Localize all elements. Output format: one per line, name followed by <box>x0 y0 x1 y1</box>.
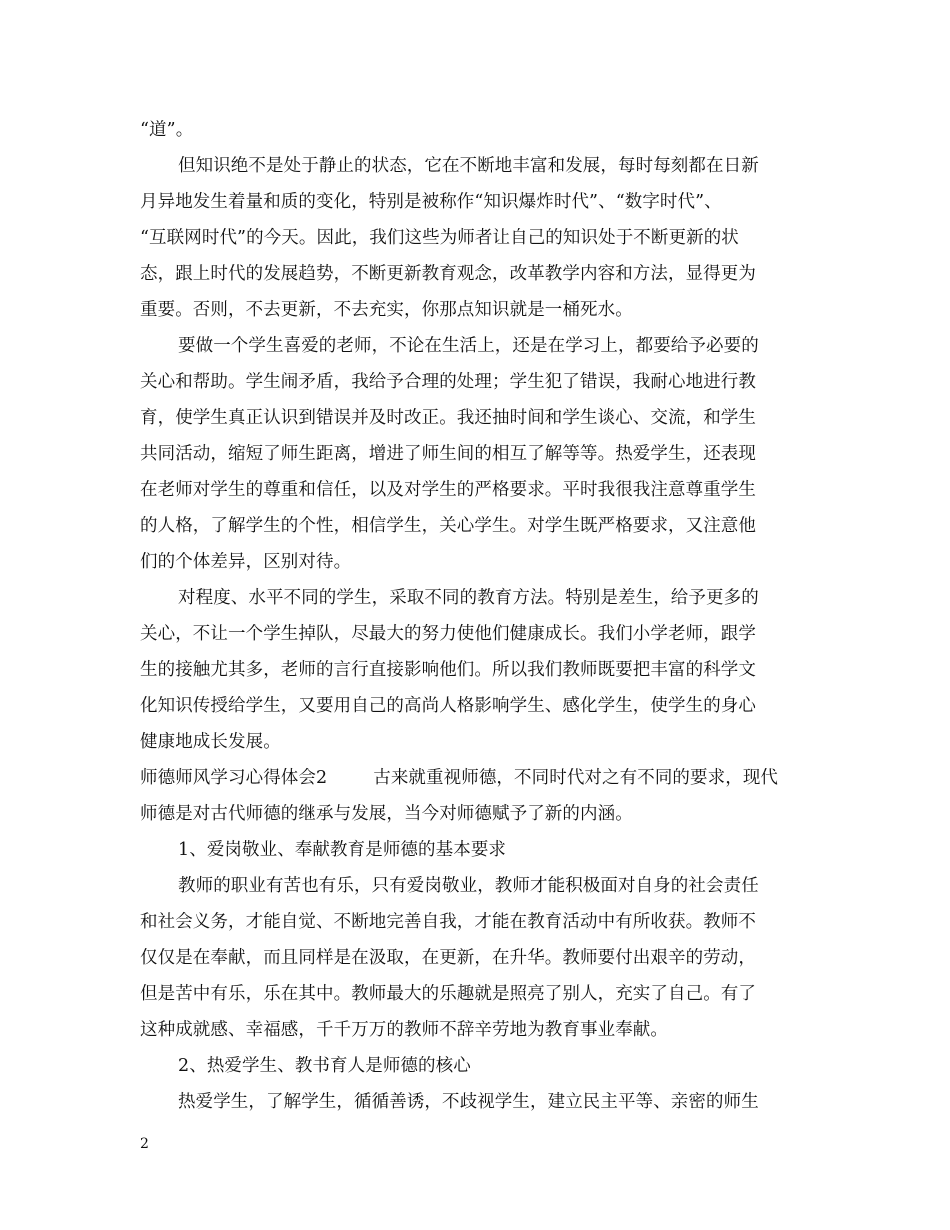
page-number: 2 <box>140 1136 149 1152</box>
subheading-line: 1、爱岗敬业、奉献教育是师德的基本要求 <box>178 840 507 860</box>
text-line: 共同活动，缩短了师生距离，增进了师生间的相互了解等等。热爱学生，还表现 <box>140 444 756 464</box>
text-line: 教师的职业有苦也有乐，只有爱岗敬业，教师才能积极面对自身的社会责任 <box>178 876 759 896</box>
text-line: 在老师对学生的尊重和信任，以及对学生的严格要求。平时我很我注意尊重学生 <box>140 480 756 500</box>
text-line: 对程度、水平不同的学生，采取不同的教育方法。特别是差生，给予更多的 <box>178 588 759 608</box>
subheading-line: 2、热爱学生、教书育人是师德的核心 <box>178 1056 471 1076</box>
section-heading-line <box>140 760 812 796</box>
section-title: 师德师风学习心得体会2 <box>140 768 328 788</box>
text-line: 关心，不让一个学生掉队，尽最大的努力使他们健康成长。我们小学老师，跟学 <box>140 624 756 644</box>
text-line: 的人格，了解学生的个性，相信学生，关心学生。对学生既严格要求，又注意他 <box>140 516 756 536</box>
text-line: 要做一个学生喜爱的老师，不论在生活上，还是在学习上，都要给予必要的 <box>178 336 759 356</box>
text-line: “道”。 <box>140 120 194 140</box>
text-line: 热爱学生，了解学生，循循善诱，不歧视学生，建立民主平等、亲密的师生 <box>178 1092 759 1112</box>
text-line: 和社会义务，才能自觉、不断地完善自我，才能在教育活动中有所收获。教师不 <box>140 912 756 932</box>
text-line: 师德是对古代师德的继承与发展，当今对师德赋予了新的内涵。 <box>140 804 633 824</box>
text-line: 态，跟上时代的发展趋势，不断更新教育观念，改革教学内容和方法，显得更为 <box>140 264 756 284</box>
section-intro-text: 古来就重视师德，不同时代对之有不同的要求，现代 <box>373 768 779 788</box>
text-line: 但知识绝不是处于静止的状态，它在不断地丰富和发展，每时每刻都在日新 <box>178 156 759 176</box>
text-line: 关心和帮助。学生闹矛盾，我给予合理的处理；学生犯了错误，我耐心地进行教 <box>140 372 756 392</box>
text-line: 但是苦中有乐，乐在其中。教师最大的乐趣就是照亮了别人，充实了自己。有了 <box>140 984 756 1004</box>
text-line: 们的个体差异，区别对待。 <box>140 552 352 572</box>
text-line: 这种成就感、幸福感，千千万万的教师不辞辛劳地为教育事业奉献。 <box>140 1020 668 1040</box>
text-line: 仅仅是在奉献，而且同样是在汲取，在更新，在升华。教师要付出艰辛的劳动， <box>140 948 756 968</box>
text-line: 重要。否则，不去更新，不去充实，你那点知识就是一桶死水。 <box>140 300 633 320</box>
text-line: “互联网时代”的今天。因此，我们这些为师者让自己的知识处于不断更新的状 <box>140 228 739 248</box>
text-line: 育，使学生真正认识到错误并及时改正。我还抽时间和学生谈心、交流，和学生 <box>140 408 756 428</box>
body-text <box>140 112 812 1120</box>
text-line: 化知识传授给学生，又要用自己的高尚人格影响学生、感化学生，使学生的身心 <box>140 696 756 716</box>
text-line: 健康地成长发展。 <box>140 732 281 752</box>
text-line: 月异地发生着量和质的变化，特别是被称作“知识爆炸时代”、“数字时代”、 <box>140 192 722 212</box>
text-line: 生的接触尤其多，老师的言行直接影响他们。所以我们教师既要把丰富的科学文 <box>140 660 756 680</box>
